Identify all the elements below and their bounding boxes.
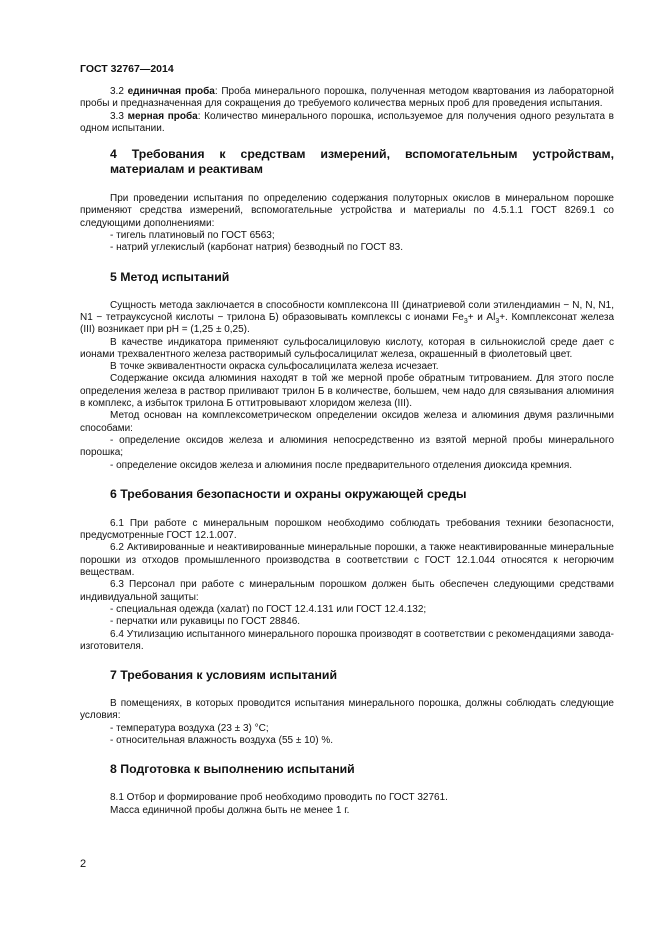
section-7-heading: 7 Требования к условиям испытаний — [110, 668, 338, 683]
list-item: - тигель платиновый по ГОСТ 6563; — [110, 230, 275, 242]
section-6-paragraph: 6.4 Утилизацию испытанного минерального порошка производят в соответствии с рекомендациями завода-изготовителя. — [80, 628, 614, 652]
term: единичная проба — [127, 86, 215, 97]
clause-number: 3.3 — [110, 110, 128, 122]
list-item: - специальная одежда (халат) по ГОСТ 12.4.131 или ГОСТ 12.4.132; — [110, 603, 427, 615]
section-4-paragraph: При проведении испытания по определению содержания полуторных окислов в минеральном порошке применяют средства измерений, вспомогательные устройства и материалы по 4.5.1.1 ГОСТ 8269.1 со следующими дополнениями: — [80, 193, 614, 229]
section-8-heading: 8 Подготовка к выполнению испытаний — [110, 762, 355, 777]
text-run: Сущность метода заключается в способности комплексона III (динатриевой соли этилендиамин − N, N, N1, N1 − тетрауксусной кислоты − трилона Б) образовывать комплексы с ионами Fe — [80, 299, 614, 323]
section-5-paragraph: Содержание оксида алюминия находят в той же мерной пробе обратным титрованием. Для этого после определения железа в раствор приливают трилон Б в количестве, большем, чем надо для связывания алюминия в комплекс, а избыток трилона Б оттитровывают хлоридом железа (III). — [80, 373, 614, 410]
section-5-paragraph: В точке эквивалентности окраска сульфосалицилата железа исчезает. — [110, 361, 439, 373]
section-6-paragraph: 6.2 Активированные и неактивированные минеральные порошки, а также неактивированные минеральные порошки из отходов промышленного производства в соответствии с ГОСТ 12.1.044 относятся к негорючим веществам. — [80, 542, 614, 579]
section-6-paragraph: 6.1 При работе с минеральным порошком необходимо соблюдать требования техники безопасности, предусмотренные ГОСТ 12.1.007. — [80, 517, 614, 542]
text-run: + и Al — [467, 311, 496, 323]
document-body — [80, 86, 614, 817]
section-6-paragraph: 6.3 Персонал при работе с минеральным порошком должен быть обеспечен следующими средствами индивидуальной защиты: — [80, 579, 614, 603]
text-run: +. Комплексонат железа (III) возникает при pH = (1,25 ± 0,25). — [80, 311, 615, 336]
section-8-paragraph: 8.1 Отбор и формирование проб необходимо проводить по ГОСТ 32761. — [110, 792, 448, 804]
list-item: - перчатки или рукавицы по ГОСТ 28846. — [110, 616, 301, 628]
subscript: 3 — [463, 317, 468, 325]
document-header: ГОСТ 32767—2014 — [80, 63, 174, 75]
page-number: 2 — [80, 858, 87, 870]
list-item: - определение оксидов железа и алюминия непосредственно из взятой мерной пробы минерального порошка; — [80, 434, 614, 459]
section-6-heading: 6 Требования безопасности и охраны окружающей среды — [110, 486, 467, 501]
definition: : Проба минерального порошка, полученная методом квартования из лабораторной пробы и предназначенная для сокращения до требуемого количества мерных проб для проведения испытания. — [80, 86, 614, 110]
subscript: 3 — [495, 317, 500, 325]
paragraph-3-3 — [80, 111, 614, 136]
list-item: - температура воздуха (23 ± 3) °С; — [110, 722, 269, 734]
section-5-heading: 5 Метод испытаний — [110, 269, 230, 284]
section-4-heading: 4 Требования к средствам измерений, вспомогательным устройствам, материалам и реактивам — [110, 147, 614, 177]
list-item: - определение оксидов железа и алюминия после предварительного отделения диоксида кремния. — [110, 459, 573, 471]
paragraph-3-2 — [80, 86, 614, 111]
list-item: - относительная влажность воздуха (55 ± 10) %. — [110, 734, 334, 746]
section-5-paragraph: В качестве индикатора применяют сульфосалициловую кислоту, которая в сильнокислой среде дает с ионами трехвалентного железа растворимый сульфосалицилат железа, окрашенный в фиолетовый цвет. — [80, 336, 614, 360]
definition: : Количество минерального порошка, используемое для получения одного результата в одном испытании. — [80, 110, 614, 134]
term: мерная проба — [127, 110, 198, 122]
section-7-paragraph: В помещениях, в которых проводится испытания минерального порошка, должны соблюдать следующие условия: — [80, 698, 614, 722]
clause-number: 3.2 — [110, 86, 128, 97]
section-8-paragraph: Масса единичной пробы должна быть не менее 1 г. — [110, 804, 350, 816]
section-5-paragraph — [80, 300, 614, 337]
list-item: - натрий углекислый (карбонат натрия) безводный по ГОСТ 83. — [110, 242, 403, 254]
section-5-paragraph: Метод основан на комплексометрическом определении оксидов железа и алюминия двумя различными способами: — [80, 410, 614, 434]
